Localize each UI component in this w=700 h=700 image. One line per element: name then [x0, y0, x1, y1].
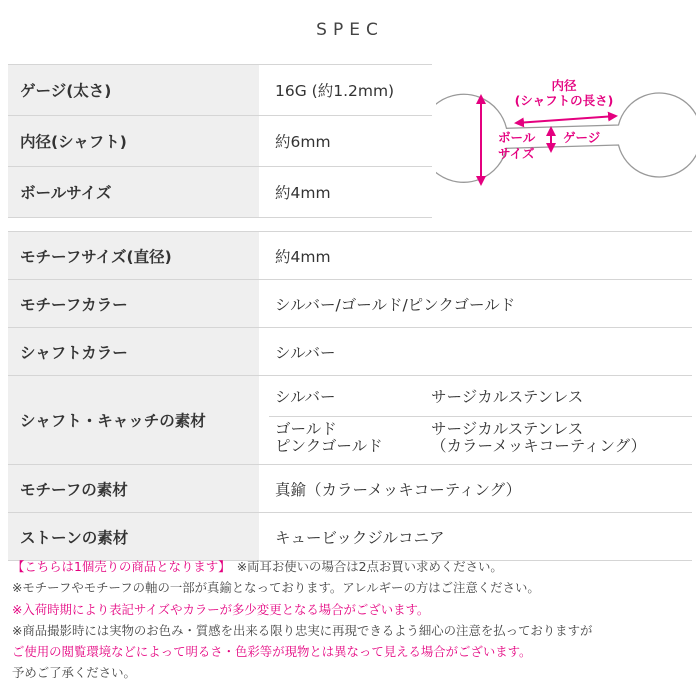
- spec-table-top: [8, 64, 432, 218]
- material-color-gold: ゴールド: [275, 420, 337, 438]
- spec-label: ボールサイズ: [8, 167, 259, 217]
- note-line: [12, 556, 696, 577]
- spec-table-bottom: [8, 231, 692, 561]
- spec-value: 約6mm: [275, 133, 331, 151]
- spec-label: シャフト・キャッチの素材: [8, 376, 259, 464]
- spec-row-gauge: [8, 65, 432, 116]
- spec-label: モチーフサイズ(直径): [8, 232, 259, 279]
- spec-row-shaft-color: [8, 328, 692, 376]
- spec-value: 約4mm: [275, 247, 331, 266]
- spec-value: 約4mm: [275, 184, 331, 202]
- spec-value: シルバー: [275, 343, 336, 362]
- ball-size-label: ボール: [498, 130, 536, 145]
- inner-diameter-arrow: [516, 116, 616, 123]
- spec-label: モチーフカラー: [8, 280, 259, 327]
- spec-value: 真鍮（カラーメッキコーティング）: [275, 480, 522, 499]
- notes: [12, 556, 696, 684]
- inner-diameter-label: 内径: [551, 78, 577, 93]
- spec-value: シルバー/ゴールド/ピンクゴールド: [275, 295, 516, 314]
- material-row-gold: [259, 417, 692, 464]
- spec-row-ball-size: [8, 167, 432, 218]
- note-line: ※商品撮影時には実物のお色み・質感を出来る限り忠実に再現できるよう細心の注意を払っておりますが: [12, 622, 593, 638]
- inner-diameter-sublabel: (シャフトの長さ): [514, 93, 614, 108]
- spec-row-inner-diameter: [8, 116, 432, 167]
- spec-value: キュービックジルコニア: [275, 528, 445, 547]
- spec-label: ストーンの素材: [8, 513, 259, 560]
- material-cell: [259, 376, 692, 464]
- barbell-diagram: [436, 72, 696, 202]
- material-name-steel: サージカルステンレス: [431, 420, 584, 438]
- note-line: 予めご了承ください。: [12, 665, 136, 681]
- spec-label: ゲージ(太さ): [8, 65, 259, 115]
- spec-row-motif-material: [8, 465, 692, 513]
- note-line: ※モチーフやモチーフの軸の一部が真鍮となっております。アレルギーの方はご注意ください。: [12, 580, 540, 596]
- spec-label: シャフトカラー: [8, 328, 259, 375]
- spec-value: 16G (約1.2mm): [275, 82, 395, 100]
- material-name: [431, 421, 692, 464]
- note-line: ご使用の閲覧環境などによって明るさ・色彩等が現物とは異なって見える場合がございます。: [12, 644, 532, 660]
- material-name-coating: （カラーメッキコーティング）: [431, 437, 647, 455]
- spec-row-motif-size: [8, 232, 692, 280]
- spec-row-shaft-material: [8, 376, 692, 465]
- note-line: ※入荷時期により表記サイズやカラーが多少変更となる場合がございます。: [12, 601, 430, 617]
- spec-row-stone-material: [8, 513, 692, 561]
- material-color: シルバー: [275, 388, 336, 406]
- material-color-pinkgold: ピンクゴールド: [275, 437, 383, 455]
- material-color: [275, 421, 431, 464]
- material-row-silver: [269, 376, 692, 417]
- spec-row-motif-color: [8, 280, 692, 328]
- gauge-label: ゲージ: [563, 130, 601, 145]
- note-highlight: 【こちらは1個売りの商品となります】: [12, 559, 225, 574]
- note-text: ※両耳お使いの場合は2点お買い求めください。: [224, 559, 503, 574]
- page-title: SPEC: [316, 20, 384, 40]
- spec-label: モチーフの素材: [8, 465, 259, 512]
- spec-label: 内径(シャフト): [8, 116, 259, 166]
- material-name: サージカルステンレス: [431, 388, 584, 406]
- ball-size-sublabel: サイズ: [498, 146, 535, 161]
